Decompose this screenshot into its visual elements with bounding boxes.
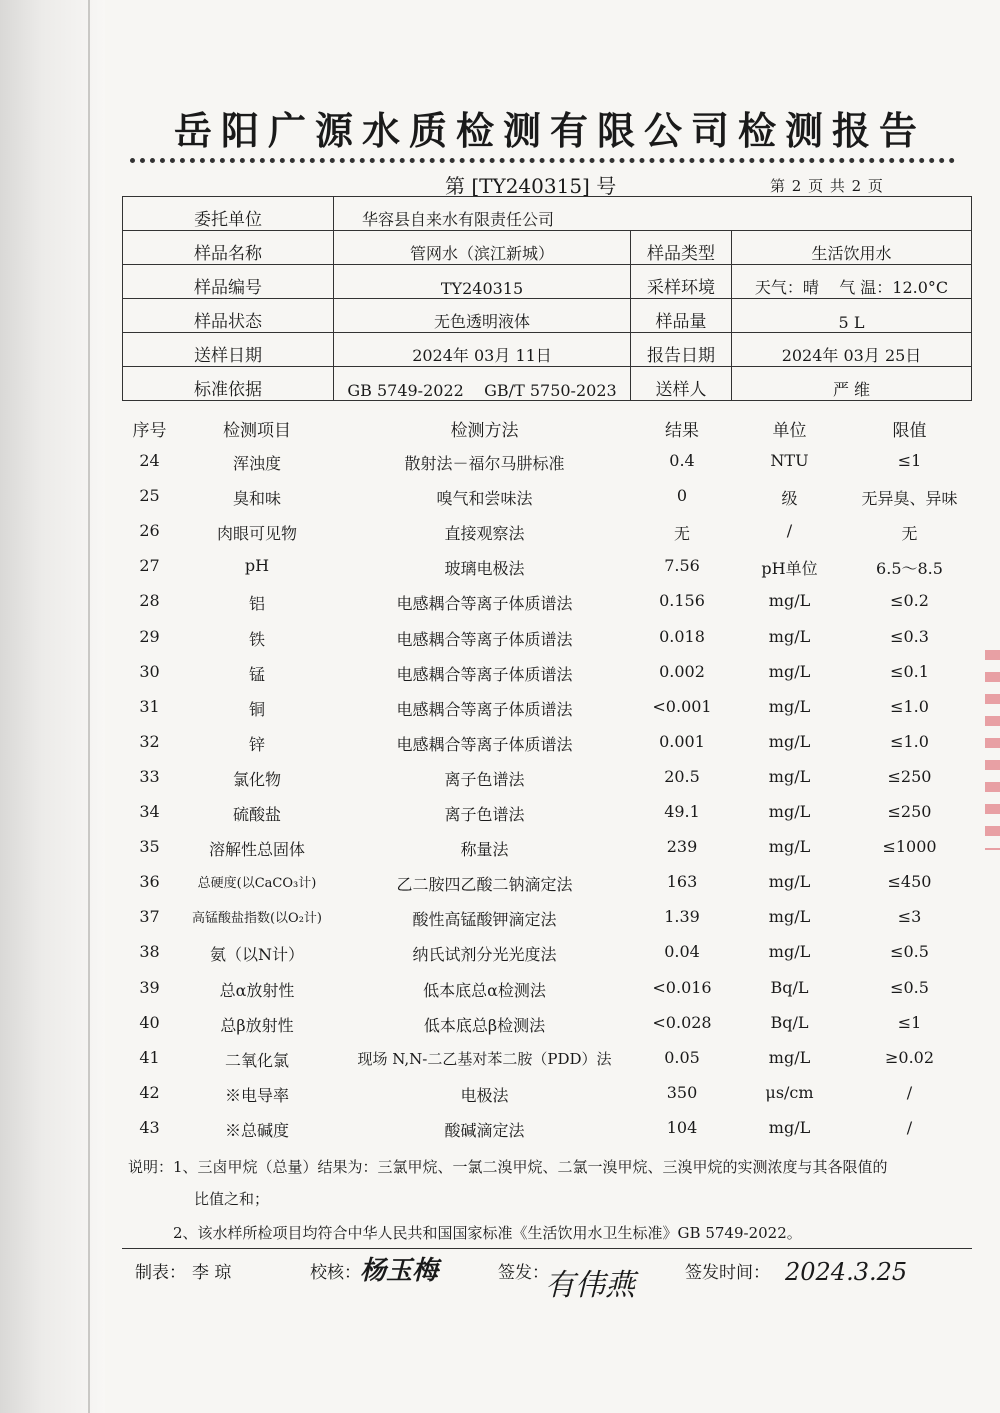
sender-value: 严 维 xyxy=(732,367,972,401)
cell-item: 浑浊度 xyxy=(232,454,281,474)
cell-result: 7.56 xyxy=(664,556,700,576)
cell-result: 0 xyxy=(676,486,688,506)
qty-value: 5 L xyxy=(732,299,972,333)
notes-label: 说明： xyxy=(128,1158,174,1176)
checked-signature: 杨玉梅 xyxy=(360,1256,439,1286)
cell-unit: mg/L xyxy=(768,802,811,822)
table-row xyxy=(122,445,972,480)
cell-result: 0.001 xyxy=(659,731,705,751)
cell-limit: ≤0.1 xyxy=(890,661,929,681)
state-label: 样品状态 xyxy=(123,299,334,333)
cell-item: 锰 xyxy=(248,664,265,684)
cell-method: 离子色谱法 xyxy=(444,805,525,825)
footer-divider xyxy=(122,1248,972,1249)
sample-name-value: 管网水（滨江新城） xyxy=(334,231,631,265)
cell-item: 肉眼可见物 xyxy=(216,524,297,544)
cell-result: 239 xyxy=(666,837,698,857)
cell-result: 0.002 xyxy=(659,661,705,681)
results-header xyxy=(122,410,972,445)
cell-limit: ≤3 xyxy=(897,907,922,927)
send-date-label: 送样日期 xyxy=(123,333,334,367)
cell-method: 乙二胺四乙酸二钠滴定法 xyxy=(396,875,573,895)
cell-item: 总硬度(以CaCO₃计) xyxy=(197,876,317,892)
cell-no: 41 xyxy=(139,1047,160,1067)
table-row xyxy=(122,480,972,515)
table-row xyxy=(122,936,972,971)
date-signature: 2024.3.25 xyxy=(785,1258,908,1286)
cell-item: 铝 xyxy=(248,594,265,614)
cell-no: 31 xyxy=(139,696,160,716)
cell-result: 0.018 xyxy=(659,626,705,646)
table-row xyxy=(122,1007,972,1042)
note-1-line-2: 比值之和； xyxy=(194,1190,270,1208)
sample-type-label: 样品类型 xyxy=(631,231,732,265)
sample-type-value: 生活饮用水 xyxy=(732,231,972,265)
cell-no: 30 xyxy=(139,661,160,681)
cell-limit: ≤1000 xyxy=(882,837,937,857)
cell-no: 39 xyxy=(139,977,160,997)
cell-unit: NTU xyxy=(770,451,809,471)
table-row xyxy=(122,901,972,936)
cell-limit: ≤0.2 xyxy=(890,591,929,611)
cell-method: 离子色谱法 xyxy=(444,769,525,789)
date-label: 签发时间： xyxy=(685,1263,770,1283)
cell-unit: / xyxy=(786,521,793,541)
cell-no: 35 xyxy=(139,837,160,857)
cell-no: 25 xyxy=(139,486,160,506)
checked-label: 校核： xyxy=(310,1263,361,1283)
cell-limit: ≤1.0 xyxy=(890,731,929,751)
cell-limit: ≤0.5 xyxy=(890,942,929,962)
cell-method: 酸性高锰酸钾滴定法 xyxy=(412,910,557,930)
table-row xyxy=(122,621,972,656)
cell-limit: ≤250 xyxy=(887,802,932,822)
cell-no: 34 xyxy=(139,802,160,822)
binding-line xyxy=(88,0,90,1413)
cell-no: 38 xyxy=(139,942,160,962)
cell-unit: mg/L xyxy=(768,696,811,716)
cell-result: 350 xyxy=(666,1082,698,1102)
cell-item: 氨（以N计） xyxy=(209,945,304,965)
cell-limit: ≤0.5 xyxy=(890,977,929,997)
table-row xyxy=(122,1042,972,1077)
cell-result: <0.028 xyxy=(652,1012,712,1032)
cell-result: 无 xyxy=(673,524,690,544)
cell-no: 37 xyxy=(139,907,160,927)
cell-method: 电感耦合等离子体质谱法 xyxy=(396,699,573,719)
cell-no: 32 xyxy=(139,731,160,751)
cell-method: 纳氏试剂分光光度法 xyxy=(412,945,557,965)
qty-label: 样品量 xyxy=(631,299,732,333)
env-value: 天气：晴 气 温：12.0°C xyxy=(732,265,972,299)
cell-unit: mg/L xyxy=(768,837,811,857)
cell-no: 28 xyxy=(139,591,160,611)
cell-method: 嗅气和尝味法 xyxy=(436,489,533,509)
cell-method: 玻璃电极法 xyxy=(444,559,525,579)
cell-limit: ≤1 xyxy=(897,451,922,471)
cell-item: 总β放射性 xyxy=(220,1015,294,1035)
header-method: 检测方法 xyxy=(450,421,519,441)
table-row xyxy=(122,515,972,550)
red-seal-edge xyxy=(985,650,1000,850)
cell-method: 酸碱滴定法 xyxy=(444,1120,525,1140)
cell-result: <0.016 xyxy=(652,977,712,997)
cell-limit: 无异臭、异味 xyxy=(861,489,958,509)
cell-unit: mg/L xyxy=(768,907,811,927)
cell-unit: mg/L xyxy=(768,1117,811,1137)
cell-limit: / xyxy=(906,1117,913,1137)
approved-signature: 有伟燕 xyxy=(545,1268,635,1303)
cell-result: 104 xyxy=(666,1117,698,1137)
cell-method: 电感耦合等离子体质谱法 xyxy=(396,664,573,684)
cell-unit: mg/L xyxy=(768,872,811,892)
sample-name-label: 样品名称 xyxy=(123,231,334,265)
table-row xyxy=(122,866,972,901)
prepared-label: 制表： xyxy=(135,1263,186,1283)
cell-no: 29 xyxy=(139,626,160,646)
note-2: 2、该水样所检项目均符合中华人民共和国国家标准《生活饮用水卫生标准》GB 5749-2022。 xyxy=(173,1224,802,1242)
cell-result: <0.001 xyxy=(652,696,712,716)
page-info: 第 2 页 共 2 页 xyxy=(770,177,883,195)
results-table xyxy=(122,410,972,1147)
table-row xyxy=(122,550,972,585)
cell-method: 直接观察法 xyxy=(444,524,525,544)
cell-unit: mg/L xyxy=(768,661,811,681)
cell-item: pH xyxy=(244,556,270,576)
cell-no: 33 xyxy=(139,766,160,786)
cell-item: 总α放射性 xyxy=(219,980,295,1000)
cell-no: 40 xyxy=(139,1012,160,1032)
table-row xyxy=(122,691,972,726)
cell-method: 电感耦合等离子体质谱法 xyxy=(396,629,573,649)
cell-item: ※总碱度 xyxy=(224,1120,289,1140)
table-row xyxy=(122,761,972,796)
note-1-line-1: 1、三卤甲烷（总量）结果为：三氯甲烷、一氯二溴甲烷、二氯一溴甲烷、三溴甲烷的实测浓度与其各限值的 xyxy=(173,1158,888,1176)
table-row xyxy=(122,726,972,761)
sender-label: 送样人 xyxy=(631,367,732,401)
cell-method: 电感耦合等离子体质谱法 xyxy=(396,594,573,614)
cell-limit: ≥0.02 xyxy=(884,1047,935,1067)
cell-method: 低本底总β检测法 xyxy=(423,1015,546,1035)
cell-item: 臭和味 xyxy=(232,489,281,509)
cell-method: 称量法 xyxy=(460,840,509,860)
table-row xyxy=(122,831,972,866)
cell-limit: ≤0.3 xyxy=(890,626,929,646)
cell-unit: 级 xyxy=(781,489,798,509)
cell-limit: 无 xyxy=(901,524,918,544)
cell-result: 1.39 xyxy=(664,907,700,927)
cell-result: 49.1 xyxy=(664,802,700,822)
cell-item: 二氧化氯 xyxy=(224,1050,289,1070)
standard-value: GB 5749-2022 GB/T 5750-2023 xyxy=(334,367,631,401)
cell-result: 20.5 xyxy=(664,766,700,786)
standard-label: 标准依据 xyxy=(123,367,334,401)
cell-result: 0.05 xyxy=(664,1047,700,1067)
cell-result: 0.4 xyxy=(669,451,695,471)
env-label: 采样环境 xyxy=(631,265,732,299)
client-label: 委托单位 xyxy=(123,197,334,231)
cell-item: 高锰酸盐指数(以O₂计) xyxy=(191,911,322,927)
send-date-value: 2024年 03月 11日 xyxy=(334,333,631,367)
cell-limit: 6.5～8.5 xyxy=(876,559,943,579)
cell-method: 现场 N,N-二乙基对苯二胺（PDD）法 xyxy=(357,1049,612,1068)
cell-item: 锌 xyxy=(248,734,265,754)
cell-item: 氯化物 xyxy=(232,769,281,789)
cell-limit: ≤250 xyxy=(887,766,932,786)
cell-unit: mg/L xyxy=(768,626,811,646)
table-row xyxy=(122,585,972,620)
cell-no: 27 xyxy=(139,556,160,576)
header-item: 检测项目 xyxy=(223,421,291,441)
table-row xyxy=(122,796,972,831)
cell-no: 43 xyxy=(139,1117,160,1137)
cell-unit: pH单位 xyxy=(761,559,818,579)
table-row xyxy=(122,656,972,691)
sample-info-table xyxy=(122,196,972,401)
cell-result: 0.04 xyxy=(664,942,700,962)
header-unit: 单位 xyxy=(772,421,807,441)
table-row xyxy=(122,1112,972,1147)
cell-item: 铜 xyxy=(248,699,265,719)
report-date-label: 报告日期 xyxy=(631,333,732,367)
results-rows xyxy=(122,445,972,1147)
cell-no: 26 xyxy=(139,521,160,541)
cell-unit: mg/L xyxy=(768,591,811,611)
cell-result: 0.156 xyxy=(659,591,705,611)
cell-unit: Bq/L xyxy=(770,1012,809,1032)
cell-limit: ≤1.0 xyxy=(890,696,929,716)
cell-item: ※电导率 xyxy=(224,1085,289,1105)
report-number: 第 [TY240315] 号 xyxy=(445,174,617,198)
header-limit: 限值 xyxy=(892,421,927,441)
cell-item: 硫酸盐 xyxy=(232,805,281,825)
cell-limit: / xyxy=(906,1082,913,1102)
cell-method: 散射法－福尔马肼标准 xyxy=(404,454,565,474)
cell-unit: mg/L xyxy=(768,766,811,786)
report-date-value: 2024年 03月 25日 xyxy=(732,333,972,367)
cell-result: 163 xyxy=(666,872,698,892)
cell-unit: mg/L xyxy=(768,731,811,751)
cell-item: 溶解性总固体 xyxy=(208,840,305,860)
header-no: 序号 xyxy=(132,421,167,441)
cell-unit: mg/L xyxy=(768,1047,811,1067)
approved-label: 签发： xyxy=(498,1263,549,1283)
header-result: 结果 xyxy=(665,421,699,441)
cell-no: 36 xyxy=(139,872,160,892)
report-title: 岳阳广源水质检测有限公司检测报告 xyxy=(173,109,926,153)
cell-limit: ≤1 xyxy=(897,1012,922,1032)
cell-unit: mg/L xyxy=(768,942,811,962)
sample-no-label: 样品编号 xyxy=(123,265,334,299)
cell-unit: μs/cm xyxy=(765,1082,814,1102)
table-row xyxy=(122,1077,972,1112)
cell-method: 低本底总α检测法 xyxy=(423,980,546,1000)
cell-unit: Bq/L xyxy=(770,977,809,997)
table-row xyxy=(122,972,972,1007)
cell-method: 电感耦合等离子体质谱法 xyxy=(396,734,573,754)
client-value: 华容县自来水有限责任公司 xyxy=(334,197,972,231)
prepared-by: 李 琼 xyxy=(192,1263,232,1283)
cell-no: 42 xyxy=(139,1082,160,1102)
cell-method: 电极法 xyxy=(460,1085,509,1105)
cell-limit: ≤450 xyxy=(887,872,932,892)
title-divider xyxy=(130,158,955,163)
state-value: 无色透明液体 xyxy=(334,299,631,333)
cell-item: 铁 xyxy=(248,629,265,649)
sample-no-value: TY240315 xyxy=(334,265,631,299)
cell-no: 24 xyxy=(139,451,160,471)
